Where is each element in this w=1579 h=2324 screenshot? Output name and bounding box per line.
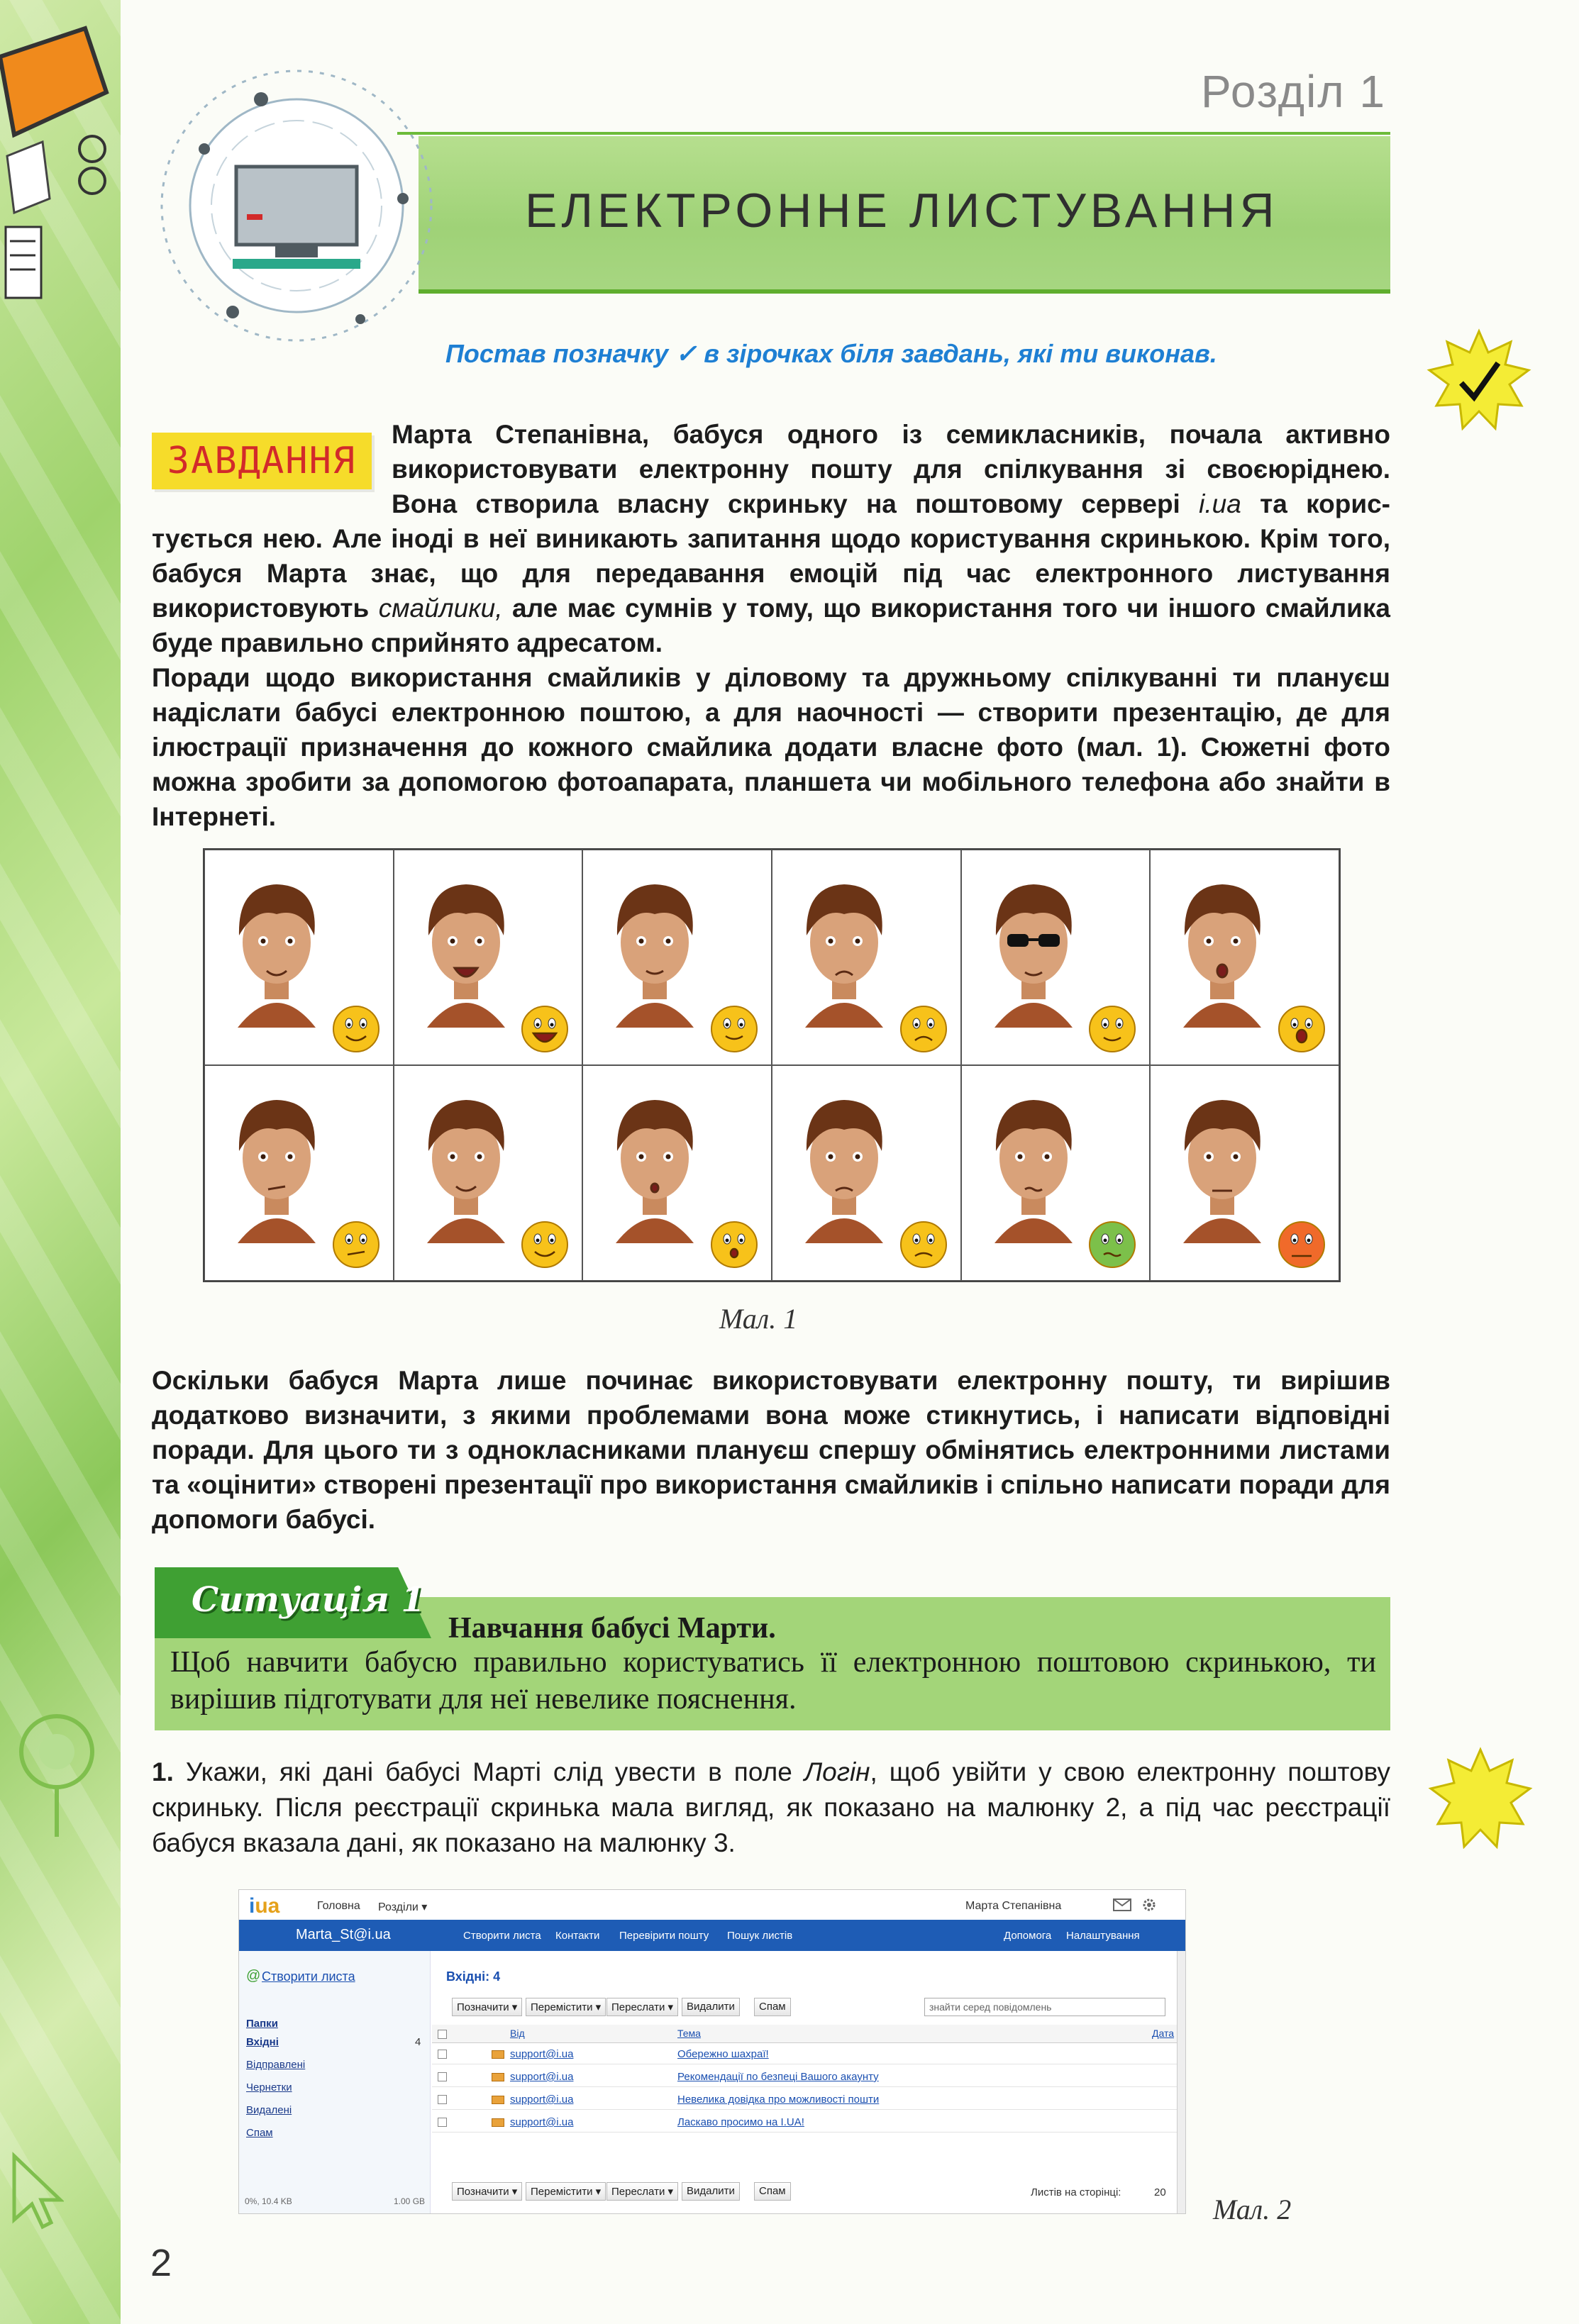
emotion-cell-smile — [204, 850, 394, 1065]
figure-2-caption: Мал. 2 — [1213, 2194, 1292, 2225]
iua-logo[interactable] — [249, 1894, 279, 1918]
emotion-cell-sad — [772, 850, 961, 1065]
login-field-name: Логін — [804, 1757, 870, 1786]
create-letter-link[interactable]: Створити листа — [262, 1969, 355, 1984]
task-line-1: Марта Степанівна, бабуся одного із семикласників, почала активно — [392, 420, 1390, 449]
boy-portrait-angry — [1169, 1080, 1275, 1250]
cursor-arrow-icon — [7, 2149, 64, 2234]
mail-server-name: i.ua — [1199, 489, 1241, 518]
select-all-checkbox[interactable] — [438, 2030, 447, 2039]
task-paragraph-1-end: але має сумнів у тому, що використання того чи іншого смайлика буде правильно сприйнято адресатом. — [152, 594, 1391, 657]
column-subject[interactable]: Тема — [677, 2028, 701, 2039]
task-paragraph-1 — [152, 521, 1390, 660]
spam-button-bottom[interactable]: Спам — [754, 2182, 791, 2201]
boy-portrait-sad — [791, 864, 897, 1035]
folders-header: Папки — [246, 2018, 278, 2030]
question-number: 1. — [152, 1757, 174, 1786]
boy-portrait-wink — [413, 1080, 519, 1250]
logo-i: i — [249, 1894, 255, 1918]
boy-portrait-cool — [980, 864, 1087, 1035]
situation-title: Навчання бабусі Марти. — [448, 1612, 776, 1645]
per-page-value[interactable]: 20 — [1154, 2186, 1166, 2198]
emotion-cell-sick — [961, 1065, 1151, 1281]
column-headers — [432, 2025, 1178, 2043]
task-line-3-end: та корис- — [1241, 489, 1390, 518]
nav-home[interactable]: Головна — [317, 1900, 360, 1912]
mark-button-bottom[interactable]: Позначити ▾ — [452, 2182, 522, 2201]
emotion-cell-surprised — [582, 1065, 772, 1281]
bar-search[interactable]: Пошук листів — [727, 1930, 793, 1942]
forward-button[interactable]: Переслати ▾ — [606, 1998, 678, 2016]
bar-create[interactable]: Створити листа — [463, 1930, 541, 1942]
row-checkbox[interactable] — [438, 2095, 447, 2104]
row-checkbox[interactable] — [438, 2050, 447, 2059]
emotions-grid — [203, 848, 1341, 1282]
folder-deleted[interactable]: Видалені — [246, 2104, 292, 2116]
emotion-cell-wink — [394, 1065, 583, 1281]
folder-inbox[interactable]: Вхідні — [246, 2036, 279, 2048]
folder-sent[interactable]: Відправлені — [246, 2059, 306, 2071]
spam-button[interactable]: Спам — [754, 1998, 791, 2016]
mail-scrollbar[interactable] — [1177, 1951, 1185, 2214]
smiley-shocked-icon — [1276, 1003, 1327, 1055]
smiley-sad-icon — [898, 1003, 949, 1055]
folder-drafts[interactable]: Чернетки — [246, 2081, 292, 2094]
figure-1-caption: Мал. 1 — [719, 1303, 798, 1335]
row-from[interactable]: support@i.ua — [510, 2048, 574, 2060]
delete-button-bottom[interactable]: Видалити — [682, 2182, 740, 2201]
envelope-icon — [492, 2073, 504, 2081]
create-icon: @ — [246, 1968, 261, 1984]
section-label: Розділ 1 — [1201, 66, 1386, 117]
mail-screenshot — [238, 1889, 1186, 2214]
envelope-icon[interactable] — [1113, 1898, 1131, 1911]
user-name[interactable]: Марта Степанівна — [965, 1900, 1062, 1912]
boy-portrait-worried — [791, 1080, 897, 1250]
mail-row[interactable] — [432, 2090, 1178, 2110]
boy-portrait-sick — [980, 1080, 1087, 1250]
situation-label: Ситуація 1 — [192, 1580, 425, 1620]
nav-sections[interactable]: Розділи ▾ — [378, 1901, 428, 1913]
mark-button[interactable]: Позначити ▾ — [452, 1998, 522, 2016]
satellite-dish-icon — [7, 1702, 113, 1844]
bar-contacts[interactable]: Контакти — [555, 1930, 600, 1942]
account-name: Marta_St@i.ua — [296, 1927, 391, 1942]
mail-row[interactable] — [432, 2045, 1178, 2064]
row-from[interactable]: support@i.ua — [510, 2094, 574, 2106]
boy-portrait-tongue — [602, 864, 708, 1035]
smiley-surprised-icon — [709, 1219, 760, 1270]
column-from[interactable]: Від — [510, 2028, 525, 2039]
computer-circuit-icon — [148, 57, 445, 355]
header-rule — [397, 132, 1390, 135]
boy-portrait-smile — [223, 864, 330, 1035]
paragraph-3: Оскільки бабуся Марта лише починає використовувати електронну пошту, ти вирішив додатково визначити, з якими проблемами вона може стикнутись, і написати відповідні поради. Для цього ти з однокласниками плануєш спершу обмінятись електронними листами та «оцінити» створені презентації про використання смайликів і спільно написати поради для допомоги бабусі. — [152, 1366, 1390, 1534]
mail-topbar — [239, 1890, 1185, 1918]
row-subject[interactable]: Невелика довідка про можливості пошти — [677, 2094, 880, 2106]
mail-row[interactable] — [432, 2067, 1178, 2087]
emotion-cell-worried — [772, 1065, 961, 1281]
envelope-icon — [492, 2096, 504, 2104]
smiley-smile-icon — [331, 1003, 382, 1055]
move-button-bottom[interactable]: Перемістити ▾ — [526, 2182, 606, 2201]
smiley-sick-icon — [1087, 1219, 1138, 1270]
smiley-angry-icon — [1276, 1219, 1327, 1270]
delete-button[interactable]: Видалити — [682, 1998, 740, 2016]
move-button[interactable]: Перемістити ▾ — [526, 1998, 606, 2016]
mail-search-input[interactable]: знайти серед повідомлень — [924, 1998, 1165, 2016]
emotion-cell-laugh — [394, 850, 583, 1065]
smiley-tongue-icon — [709, 1003, 760, 1055]
row-checkbox[interactable] — [438, 2072, 447, 2081]
quota-text: 0%, 10.4 KB — [245, 2196, 292, 2206]
page-number: 2 — [150, 2242, 172, 2284]
bar-settings[interactable]: Налаштування — [1066, 1930, 1140, 1942]
bar-help[interactable]: Допомога — [1004, 1930, 1052, 1942]
task-badge: ЗАВДАННЯ — [152, 433, 372, 489]
envelope-icon — [492, 2050, 504, 2059]
boy-portrait-confused — [223, 1080, 330, 1250]
question-1 — [152, 1755, 1390, 1861]
task-paragraph-2: Поради щодо використання смайликів у діловому та дружньому спілкуванні ти плануєш надіслати бабусі електронною поштою, а для наочності — створити презентацію, де для ілюстрації призначення до кожного смайлика додати власне фото (мал. 1). Сюжетні фото можна зробити за допомогою фотоапарата, планшета чи мобільного телефона або знайти в Інтернеті. — [152, 663, 1390, 831]
inbox-title: Вхідні: 4 — [446, 1969, 501, 1984]
emotion-cell-confused — [204, 1065, 394, 1281]
row-subject[interactable]: Обережно шахраї! — [677, 2048, 769, 2060]
glasses-notebook-icon — [0, 14, 121, 312]
question-1-end: , щоб увійти у свою електронну поштову скриньку. Після реєстрації скринька мала вигляд, як показано на малюнку 2, а під час реєстрації бабуся вказала дані, як показано на малюнку 3. — [152, 1757, 1390, 1857]
emotion-cell-shocked — [1150, 850, 1339, 1065]
question-1-text: Укажи, які дані бабусі Марті слід увести в поле — [173, 1757, 804, 1786]
task-line-2: використовувати електронну пошту для спілкування зі своєюріднею. — [392, 455, 1390, 484]
row-from[interactable]: support@i.ua — [510, 2071, 574, 2083]
envelope-icon — [492, 2118, 504, 2127]
row-subject[interactable]: Рекомендації по безпеці Вашого акаунту — [677, 2071, 879, 2083]
smiley-wink-icon — [519, 1219, 570, 1270]
smiley-cool-icon — [1087, 1003, 1138, 1055]
emotion-cell-tongue — [582, 850, 772, 1065]
checkmark-star-icon[interactable] — [1426, 328, 1532, 434]
per-page-label: Листів на сторінці: — [1031, 2186, 1121, 2198]
task-star-icon[interactable] — [1427, 1746, 1534, 1852]
task-paragraph-1-text: тується нею. Але іноді в неї виникають запитання щодо користування скринькою. Крім того, бабуся Марта знає, що для передавання емоцій під час електронного листування використовують — [152, 524, 1390, 623]
logo-ua: ua — [255, 1894, 280, 1918]
forward-button-bottom[interactable]: Переслати ▾ — [606, 2182, 678, 2201]
bar-check-mail[interactable]: Перевірити пошту — [619, 1930, 709, 1942]
emotion-cell-angry — [1150, 1065, 1339, 1281]
quota-total: 1.00 GB — [394, 2196, 426, 2206]
page-title: ЕЛЕКТРОННЕ ЛИСТУВАННЯ — [525, 184, 1279, 238]
boy-portrait-shocked — [1169, 864, 1275, 1035]
smiley-worried-icon — [898, 1219, 949, 1270]
gear-icon[interactable] — [1141, 1897, 1157, 1913]
row-subject[interactable]: Ласкаво просимо на I.UA! — [677, 2116, 804, 2128]
mail-toolbar — [239, 1920, 1185, 1951]
boy-portrait-laugh — [413, 864, 519, 1035]
row-checkbox[interactable] — [438, 2118, 447, 2127]
situation-text: Щоб навчити бабусю правильно користуватись її електронною поштовою скринькою, ти вирішив підготувати для неї невелике пояснення. — [170, 1646, 1376, 1716]
task-line-3 — [392, 487, 1390, 521]
boy-portrait-surprised — [602, 1080, 708, 1250]
smiley-laugh-icon — [519, 1003, 570, 1055]
folder-spam[interactable]: Спам — [246, 2127, 273, 2139]
column-date[interactable]: Дата — [1151, 2028, 1174, 2039]
left-decorative-strip — [0, 0, 121, 2324]
emotion-cell-cool — [961, 850, 1151, 1065]
smiley-confused-icon — [331, 1219, 382, 1270]
inbox-count: 4 — [415, 2036, 421, 2048]
smileys-word: смайлики, — [378, 594, 503, 623]
instruction-text: Постав позначку ✓ в зірочках біля завдань, які ти виконав. — [445, 339, 1217, 368]
mail-row[interactable] — [432, 2113, 1178, 2133]
row-from[interactable]: support@i.ua — [510, 2116, 574, 2128]
task-line-3-text: Вона створила власну скриньку на поштовому сервері — [392, 489, 1200, 518]
